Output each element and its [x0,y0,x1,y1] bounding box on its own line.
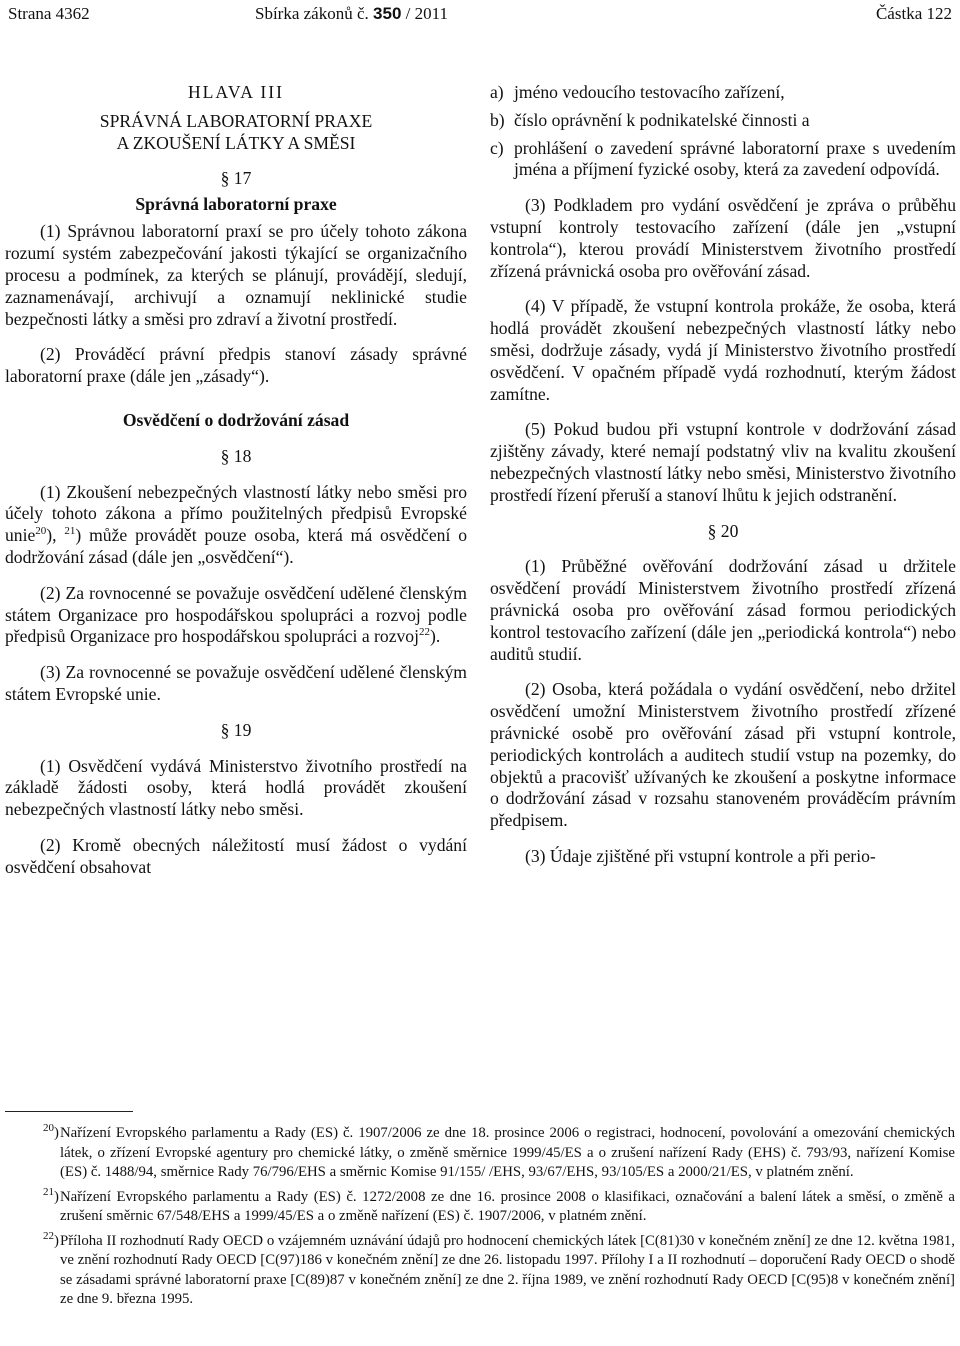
chapter-title [5,110,467,154]
footnote-ref-21[interactable]: 21 [64,525,76,538]
footnote-mark: $^{20}$) [43,1122,59,1141]
section-19-paragraph-1: (1) Osvědčení vydává Ministerstvo životního prostředí na základě žádosti osoby, která hodlá provádět zkoušení nebezpečných vlastností látky nebo směsi. [5,755,467,820]
left-column [5,68,467,879]
section-18-paragraph-3: (3) Za rovnocenné se považuje osvědčení udělené členským státem Evropské unie. [5,662,467,704]
collection-number: 350 [373,4,402,23]
section-18-paragraph-1 [5,482,467,569]
chapter-label: HLAVA III [187,82,285,102]
chapter-title-line1: SPRÁVNÁ LABORATORNÍ PRAXE [99,110,373,131]
collection-year: / 2011 [401,4,448,23]
requirement-item-b [490,110,956,132]
footnote-ref-20[interactable]: 20 [35,525,47,538]
section-20-paragraph-1: (1) Průběžné ověřování dodržování zásad u držitele osvědčení provádí Ministerstvem životního prostředí zřízená právnická osoba pro ověřování zásad formou periodických kontrol testovacího zařízení (dále jen „periodická kontrola“) nebo auditů studií. [490,556,956,664]
section-18-number: § 18 [220,445,252,466]
item-text: prohlášení o zavedení správné laboratorní praxe s uvedením jména a příjmení fyzické osoby, která za zavedení odpovídá. [514,137,956,180]
item-label: a) [490,82,504,102]
footnote-ref-22[interactable]: 22 [419,626,430,639]
section-17-title: Správná laboratorní praxe [135,193,337,214]
section-17-number: § 17 [220,167,252,188]
section-18-paragraph-2 [5,583,467,648]
section-17-paragraph-1: (1) Správnou laboratorní praxí se pro účely tohoto zákona rozumí systém zabezpečování jakosti týkající se organizačního procesu a podmínek, za kterých se plánují, provádějí, sledují, zaznamenávají, archivují a oznamují neklinické studie bezpečnosti látky a směsi pro zdraví a životní prostředí. [5,221,467,329]
part-number: Částka 122 [875,4,952,23]
section-17-paragraph-2: (2) Prováděcí právní předpis stanoví zásady správné laboratorní praxe (dále jen „zásady“). [5,344,467,387]
footnote-21 [5,1185,955,1227]
collection-title [255,0,448,28]
item-text: jméno vedoucího testovacího zařízení, [514,82,785,102]
section-19-paragraph-3: (3) Podkladem pro vydání osvědčení je zpráva o průběhu vstupní kontroly testovacího zařízení (dále jen „vstupní kontrola“), kterou provádí Ministerstvem životního prostředí zřízená právnická osoba pro ověřování zásad. [490,195,956,281]
right-column [490,68,956,868]
section-19-paragraph-5: (5) Pokud budou při vstupní kontrole v dodržování zásad zjištěny závady, které nemají podstatný vliv na kvalitu zkoušení nebezpečných vlastností látky nebo směsi, Ministerstvo životního prostředí řízení přeruší a stanoví lhůtu k jejich odstranění. [490,419,956,505]
section-20-number: § 20 [707,520,739,541]
item-text: číslo oprávnění k podnikatelské činnosti a [514,109,810,130]
footnote-divider [5,1111,133,1112]
page-number: Strana 4362 [8,4,90,23]
footnote-22 [5,1229,955,1310]
footnote-text: Nařízení Evropského parlamentu a Rady (ES) č. 1907/2006 ze dne 18. prosince 2006 o registraci, hodnocení, povolování a omezování chemických látek, o zřízení Evropské agentury pro chemické látky, o změně směrnice 1999/45/ES a o zrušení nařízení Rady (EHS) č. 793/93, nařízení Komise (ES) č. 1488/94, směrnice Rady 76/796/EHS a směrnic Komise 91/155/ /EHS, 93/67/EHS, 93/105/ES a 2000/21/ES, v platném znění. [60,1125,955,1180]
s18-p1-text-b: ) může provádět pouze osoba, která má osvědčení o dodržování zásad (dále jen „osvědčení“). [5,525,467,567]
section-18-title: Osvědčení o dodržování zásad [122,409,350,430]
item-label: c) [490,137,504,158]
requirement-item-c [490,138,956,182]
footnote-mark: $^{22}$) [43,1229,59,1249]
section-20-paragraph-3: (3) Údaje zjištěné při vstupní kontrole a při perio- [525,845,876,866]
footnote-text: Příloha II rozhodnutí Rady OECD o vzájemném uznávání údajů pro hodnocení chemických látek [C(81)30 v konečném znění] ze dne 12. května 1981, ve znění rozhodnutí Rady OECD [C(97)186 v konečném znění] ze dne 26. listopadu 1997. Přílohy I a II rozhodnutí – doporučení Rady OECD o shodě se zásadami správné laboratorní praxe [C(89)87 v konečném znění] ze dne 2. října 1989, ve znění rozhodnutí Rady OECD [C(95)8 v konečném znění] ze dne 9. března 1995. [60,1232,955,1307]
section-19-paragraph-4: (4) V případě, že vstupní kontrola prokáže, že osoba, která hodlá provádět zkoušení nebezpečných vlastností látky nebo směsi, dodržuje zásady, vydá jí Ministerstvo životního prostředí osvědčení. V opačném případě vydá rozhodnutí, kterým žádost zamítne. [490,296,956,404]
chapter-title-line2: A ZKOUŠENÍ LÁTKY A SMĚSI [116,132,356,153]
s18-p1-text-a: (1) Zkoušení nebezpečných vlastností látky nebo směsi pro účely tohoto zákona a přímo použitelných předpisů Evropské unie [5,481,467,546]
page-header [0,0,960,28]
item-label: b) [490,109,505,130]
footnotes [5,1124,955,1315]
requirement-item-a [490,82,956,104]
s18-p1-text-mid: ), [46,525,65,546]
collection-prefix: Sbírka zákonů č. [255,4,369,23]
section-19-paragraph-2: (2) Kromě obecných náležitostí musí žádost o vydání osvědčení obsahovat [5,834,467,877]
section-19-number: § 19 [220,719,252,740]
footnote-mark: $^{21}$) [43,1185,59,1205]
section-20-paragraph-2: (2) Osoba, která požádala o vydání osvědčení, nebo držitel osvědčení umožní Ministerstvem životního prostředí zřízené právnické osobě pro ověřování zásad při vstupní kontrole, periodických kontrolách a auditech studií vstup na pozemky, do objektů a pracovišť užívaných ke zkoušení a poskytne informace o dodržování zásad v rozsahu stanoveném prováděcím právním předpisem. [490,679,956,831]
s18-p2-text-b: ). [430,626,441,647]
footnote-20 [5,1124,955,1183]
s18-p2-text-a: (2) Za rovnocenné se považuje osvědčení udělené členským státem Organizace pro hospodářskou spolupráci a rozvoj podle předpisů Organizace pro hospodářskou spolupráci a rozvoj [5,582,467,647]
footnote-text: Nařízení Evropského parlamentu a Rady (ES) č. 1272/2008 ze dne 16. prosince 2008 o klasifikaci, označování a balení látek a směsí, o změně a zrušení směrnic 67/548/EHS a 1999/45/ES a o změně nařízení (ES) č. 1907/2006, v platném znění. [60,1188,955,1224]
